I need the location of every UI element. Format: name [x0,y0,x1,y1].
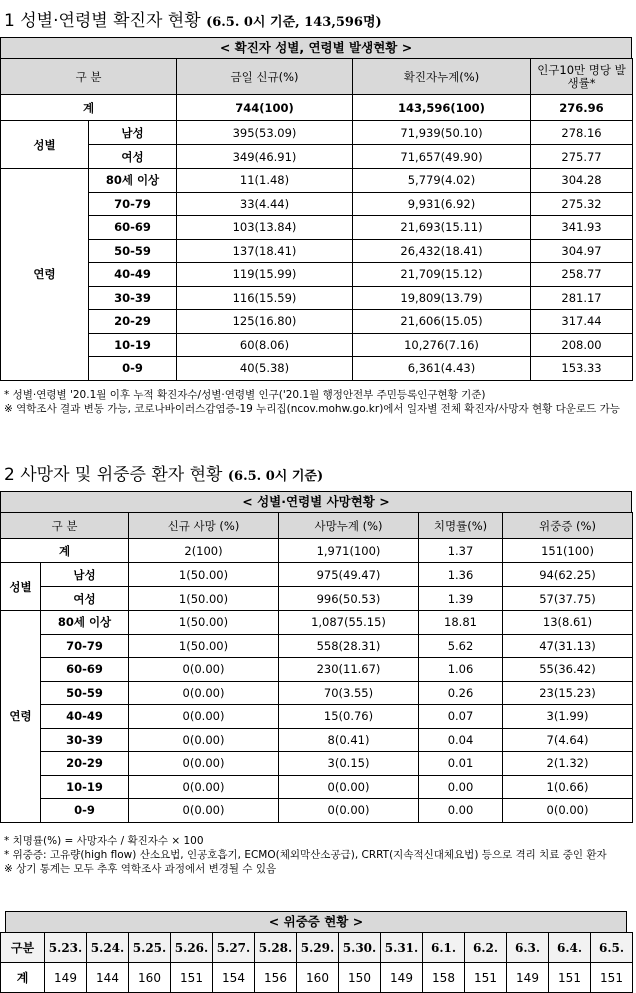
deaths-header-fatal: 치명률(%) [419,513,503,539]
cell-new: 125(16.80) [177,310,353,334]
table-row [1,333,633,357]
section1-note-2: ※ 역학조사 결과 변동 가능, 코로나바이러스감염증-19 누리집(ncov.mohw.go.kr)에서 일자별 전체 확진자/사망자 현황 다운로드 가능 [4,403,620,415]
deaths-total-fatal: 1.37 [419,539,503,563]
section2-title-text: 2 사망자 및 위중증 환자 현황 [4,465,223,485]
cell-new: 1(50.00) [129,563,279,587]
section1-subtitle: (6.5. 0시 기준, 143,596명) [206,15,382,30]
cell-new: 137(18.41) [177,239,353,263]
cell-cum: 975(49.47) [279,563,419,587]
cell-new: 0(0.00) [129,681,279,705]
cell-severe: 3(1.99) [503,705,633,729]
section2-note-1: * 치명률(%) = 사망자수 / 확진자수 × 100 [4,835,204,847]
cell-cum: 230(11.67) [279,658,419,682]
cell-rate: 153.33 [531,357,633,381]
table-row [1,658,633,682]
cell-fatal: 0.01 [419,752,503,776]
date-cell: 5.26. [171,933,213,963]
section2-caption: < 성별·연령별 사망현황 > [0,491,632,513]
cell-fatal: 0.26 [419,681,503,705]
value-cell: 160 [297,963,339,993]
row-label: 30-39 [41,728,129,752]
cell-cum: 26,432(18.41) [353,239,531,263]
cell-new: 33(4.44) [177,192,353,216]
cell-rate: 275.77 [531,145,633,169]
section2-note-2: * 위중증: 고유량(high flow) 산소요법, 인공호흡기, ECMO(체외막산소공급), CRRT(지속적신대체요법) 등으로 격리 치료 중인 환자 [4,849,607,861]
value-cell: 158 [423,963,465,993]
section3-caption: < 위중증 현황 > [5,911,627,933]
deaths-age-group: 연령 [1,611,41,823]
cell-new: 395(53.09) [177,121,353,145]
value-cell: 154 [213,963,255,993]
date-cell: 6.5. [591,933,633,963]
deaths-total-severe: 151(100) [503,539,633,563]
confirmed-header-cum: 확진자누계(%) [353,59,531,95]
cell-fatal: 1.36 [419,563,503,587]
cell-new: 11(1.48) [177,169,353,193]
table-row [1,286,633,310]
deaths-total-cum: 1,971(100) [279,539,419,563]
section1-caption: < 확진자 성별, 연령별 발생현황 > [0,37,632,59]
cell-severe: 23(15.23) [503,681,633,705]
value-cell: 149 [381,963,423,993]
value-cell: 151 [549,963,591,993]
table-row [1,145,633,169]
cell-cum: 6,361(4.43) [353,357,531,381]
date-cell: 6.1. [423,933,465,963]
cell-cum: 21,606(15.05) [353,310,531,334]
date-cell: 5.23. [45,933,87,963]
cell-severe: 2(1.32) [503,752,633,776]
severe-date-row [1,933,633,963]
cell-new: 349(46.91) [177,145,353,169]
row-label: 남성 [89,121,177,145]
cell-new: 60(8.06) [177,333,353,357]
cell-new: 40(5.38) [177,357,353,381]
cell-rate: 317.44 [531,310,633,334]
table-row [1,799,633,823]
value-cell: 151 [591,963,633,993]
row-label: 10-19 [89,333,177,357]
section1-note-1: * 성별·연령별 '20.1월 이후 누적 확진자수/성별·연령별 인구('20.1월 행정안전부 주민등록인구현황 기준) [4,389,486,401]
confirmed-total-new: 744(100) [177,95,353,121]
cell-new: 0(0.00) [129,799,279,823]
table-row [1,728,633,752]
cell-cum: 70(3.55) [279,681,419,705]
cell-fatal: 18.81 [419,611,503,635]
row-label: 80세 이상 [89,169,177,193]
row-label: 50-59 [89,239,177,263]
section2-notes [4,834,630,876]
cell-fatal: 0.04 [419,728,503,752]
deaths-header-group: 구 분 [1,513,129,539]
cell-fatal: 0.07 [419,705,503,729]
cell-new: 0(0.00) [129,658,279,682]
date-cell: 5.28. [255,933,297,963]
row-label: 40-49 [41,705,129,729]
value-cell: 151 [171,963,213,993]
row-label: 70-79 [41,634,129,658]
row-label: 70-79 [89,192,177,216]
row-label: 30-39 [89,286,177,310]
cell-cum: 9,931(6.92) [353,192,531,216]
cell-cum: 19,809(13.79) [353,286,531,310]
cell-severe: 47(31.13) [503,634,633,658]
row-label: 여성 [41,587,129,611]
cell-new: 103(13.84) [177,216,353,240]
cell-fatal: 1.39 [419,587,503,611]
deaths-total-new: 2(100) [129,539,279,563]
cell-new: 119(15.99) [177,263,353,287]
row-label: 20-29 [89,310,177,334]
date-cell: 6.2. [465,933,507,963]
confirmed-total-row [1,95,633,121]
section1-title [4,6,382,31]
date-cell: 5.30. [339,933,381,963]
confirmed-total-cum: 143,596(100) [353,95,531,121]
cell-severe: 57(37.75) [503,587,633,611]
cell-rate: 208.00 [531,333,633,357]
cell-new: 0(0.00) [129,705,279,729]
date-cell: 6.4. [549,933,591,963]
row-label: 남성 [41,563,129,587]
cell-fatal: 0.00 [419,799,503,823]
table-row [1,169,633,193]
deaths-total-row [1,539,633,563]
cell-cum: 996(50.53) [279,587,419,611]
cell-rate: 278.16 [531,121,633,145]
value-cell: 149 [507,963,549,993]
cell-cum: 8(0.41) [279,728,419,752]
date-cell: 5.27. [213,933,255,963]
cell-rate: 304.97 [531,239,633,263]
table-row [1,611,633,635]
value-cell: 150 [339,963,381,993]
cell-new: 1(50.00) [129,634,279,658]
cell-cum: 10,276(7.16) [353,333,531,357]
severe-row-label: 계 [1,963,45,993]
row-label: 40-49 [89,263,177,287]
deaths-header-new: 신규 사망 (%) [129,513,279,539]
cell-cum: 21,693(15.11) [353,216,531,240]
cell-severe: 94(62.25) [503,563,633,587]
row-label: 20-29 [41,752,129,776]
row-label: 0-9 [89,357,177,381]
value-cell: 149 [45,963,87,993]
table-row [1,121,633,145]
cell-new: 0(0.00) [129,728,279,752]
confirmed-header-new: 금일 신규(%) [177,59,353,95]
section2-subtitle: (6.5. 0시 기준) [227,469,324,484]
cell-new: 116(15.59) [177,286,353,310]
table-row [1,587,633,611]
deaths-table [0,512,633,823]
section2-title [4,460,323,485]
confirmed-total-label: 계 [1,95,177,121]
date-cell: 5.25. [129,933,171,963]
severe-header-label: 구분 [1,933,45,963]
cell-severe: 7(4.64) [503,728,633,752]
table-row [1,775,633,799]
table-row [1,705,633,729]
severe-value-row [1,963,633,993]
cell-cum: 5,779(4.02) [353,169,531,193]
confirmed-total-rate: 276.96 [531,95,633,121]
cell-cum: 558(28.31) [279,634,419,658]
cell-cum: 0(0.00) [279,775,419,799]
cell-severe: 1(0.66) [503,775,633,799]
table-row [1,357,633,381]
table-row [1,752,633,776]
table-row [1,216,633,240]
cell-rate: 281.17 [531,286,633,310]
cell-severe: 13(8.61) [503,611,633,635]
deaths-header-row [1,513,633,539]
value-cell: 144 [87,963,129,993]
confirmed-header-row [1,59,633,95]
value-cell: 156 [255,963,297,993]
cell-severe: 0(0.00) [503,799,633,823]
cell-fatal: 5.62 [419,634,503,658]
section2-note-3: ※ 상기 통계는 모두 추후 역학조사 과정에서 변경될 수 있음 [4,863,277,875]
row-label: 60-69 [89,216,177,240]
cell-cum: 71,939(50.10) [353,121,531,145]
confirmed-table [0,58,633,381]
deaths-sex-group: 성별 [1,563,41,611]
cell-new: 0(0.00) [129,775,279,799]
row-label: 여성 [89,145,177,169]
cell-fatal: 1.06 [419,658,503,682]
table-row [1,239,633,263]
confirmed-header-rate: 인구10만 명당 발생률* [531,59,633,95]
cell-rate: 341.93 [531,216,633,240]
cell-rate: 304.28 [531,169,633,193]
table-row [1,634,633,658]
cell-fatal: 0.00 [419,775,503,799]
cell-cum: 3(0.15) [279,752,419,776]
table-row [1,192,633,216]
cell-cum: 21,709(15.12) [353,263,531,287]
date-cell: 5.24. [87,933,129,963]
deaths-total-label: 계 [1,539,129,563]
row-label: 60-69 [41,658,129,682]
cell-new: 1(50.00) [129,587,279,611]
row-label: 0-9 [41,799,129,823]
date-cell: 5.31. [381,933,423,963]
confirmed-age-group: 연령 [1,169,89,381]
row-label: 10-19 [41,775,129,799]
date-cell: 6.3. [507,933,549,963]
cell-new: 1(50.00) [129,611,279,635]
cell-cum: 1,087(55.15) [279,611,419,635]
cell-cum: 71,657(49.90) [353,145,531,169]
section1-title-text: 1 성별·연령별 확진자 현황 [4,11,201,31]
row-label: 80세 이상 [41,611,129,635]
deaths-header-cum: 사망누계 (%) [279,513,419,539]
cell-cum: 15(0.76) [279,705,419,729]
row-label: 50-59 [41,681,129,705]
cell-rate: 275.32 [531,192,633,216]
table-row [1,681,633,705]
value-cell: 151 [465,963,507,993]
confirmed-sex-group: 성별 [1,121,89,169]
table-row [1,263,633,287]
cell-severe: 55(36.42) [503,658,633,682]
confirmed-header-group: 구 분 [1,59,177,95]
cell-rate: 258.77 [531,263,633,287]
table-row [1,563,633,587]
cell-cum: 0(0.00) [279,799,419,823]
deaths-header-severe: 위중증 (%) [503,513,633,539]
date-cell: 5.29. [297,933,339,963]
severe-trend-table [0,932,633,993]
section1-notes [4,388,630,416]
cell-new: 0(0.00) [129,752,279,776]
value-cell: 160 [129,963,171,993]
table-row [1,310,633,334]
